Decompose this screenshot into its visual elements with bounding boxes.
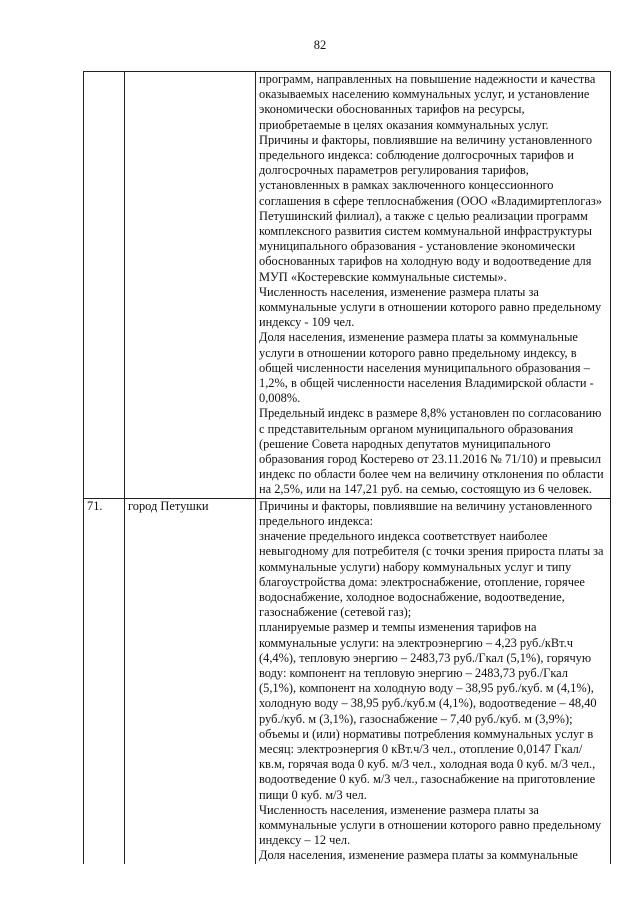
paragraph: Численность населения, изменение размера платы за коммунальные услуги в отношении которого равно предельному индексу – 12 чел. — [259, 802, 602, 848]
description-cell — [256, 498, 611, 863]
paragraph: планируемые размер и темпы изменения тарифов на коммунальные услуги: на электроэнергию – 4,23 руб./кВт.ч (4,4%), тепловую энергию – 2483,73 руб./Гкал (5,1%), горячую воду: компонент на тепловую энергию – 2483,73 руб./Гкал (5,1%), компонент на холодную воду – 38,95 руб./куб. м (4,1%), холодную воду – 38,95 руб./куб.м (4,1%), водоотведение – 48,40 руб./куб. м (3,1%), газоснабжение – 7,40 руб./куб. м (3,9%); — [259, 620, 597, 726]
municipality-name-cell — [125, 72, 256, 499]
paragraph: Причины и факторы, повлиявшие на величину установленного предельного индекса: соблюдение долгосрочных тарифов и долгосрочных параметров регулирования тарифов, установленных в рамках заключенного концессионного соглашения в сфере теплоснабжения (ООО «Владимиртеплогаз» Петушинский филиал), а также с целью реализации программ комплексного развития систем коммунальной инфраструктуры муниципального образования - установление экономически обоснованных тарифов на холодную воду и водоотведение для МУП «Костеревские коммунальные системы». — [259, 132, 602, 284]
paragraph: объемы и (или) нормативы потребления коммунальных услуг в месяц: электроэнергия 0 кВт.ч/3 чел., отопление 0,0147 Гкал/кв.м, горячая вода 0 куб. м/3 чел., холодная вода 0 куб. м/3 чел., водоотведение 0 куб. м/3 чел., газоснабжение на приготовление пищи 0 куб. м/3 чел. — [259, 726, 596, 802]
description-cell — [256, 72, 611, 499]
municipality-name-cell: город Петушки — [125, 498, 256, 863]
paragraph: Численность населения, изменение размера платы за коммунальные услуги в отношении которого равно предельному индексу - 109 чел. — [259, 284, 602, 330]
paragraph: значение предельного индекса соответствует наиболее невыгодному для потребителя (с точки зрения прироста платы за коммунальные услуги) набору коммунальных услуг и типу благоустройства дома: электроснабжение, отопление, горячее водоснабжение, холодное водоснабжение, водоотведение, газоснабжение (сетевой газ); — [259, 529, 604, 620]
paragraph: программ, направленных на повышение надежности и качества оказываемых населению коммунальных услуг, и установление экономически обоснованных тарифов на ресурсы, приобретаемые в целях оказания коммунальных услуг. — [259, 72, 596, 132]
row-number-cell: 71. — [84, 498, 125, 863]
table-row — [84, 498, 611, 863]
paragraph: Причины и факторы, повлиявшие на величину установленного предельного индекса: — [259, 498, 593, 528]
paragraph: Доля населения, изменение размера платы за коммунальные — [259, 848, 578, 863]
paragraph: Предельный индекс в размере 8,8% установлен по согласованию с представительным органом муниципального образования (решение Совета народных депутатов муниципального образования город Костерево от 23.11.2016 № 71/10) и превысил индекс по области более чем на величину отклонения по области на 2,5%, или на 147,21 руб. на семью, состоящую из 6 человек. — [259, 406, 604, 497]
row-number-cell — [84, 72, 125, 499]
paragraph: Доля населения, изменение размера платы за коммунальные услуги в отношении которого равно предельному индексу, в общей численности населения муниципального образования – 1,2%, в общей численности населения Владимирской области - 0,008%. — [259, 330, 594, 406]
table-row — [84, 72, 611, 499]
page-number: 82 — [313, 38, 327, 52]
document-table — [83, 71, 611, 864]
